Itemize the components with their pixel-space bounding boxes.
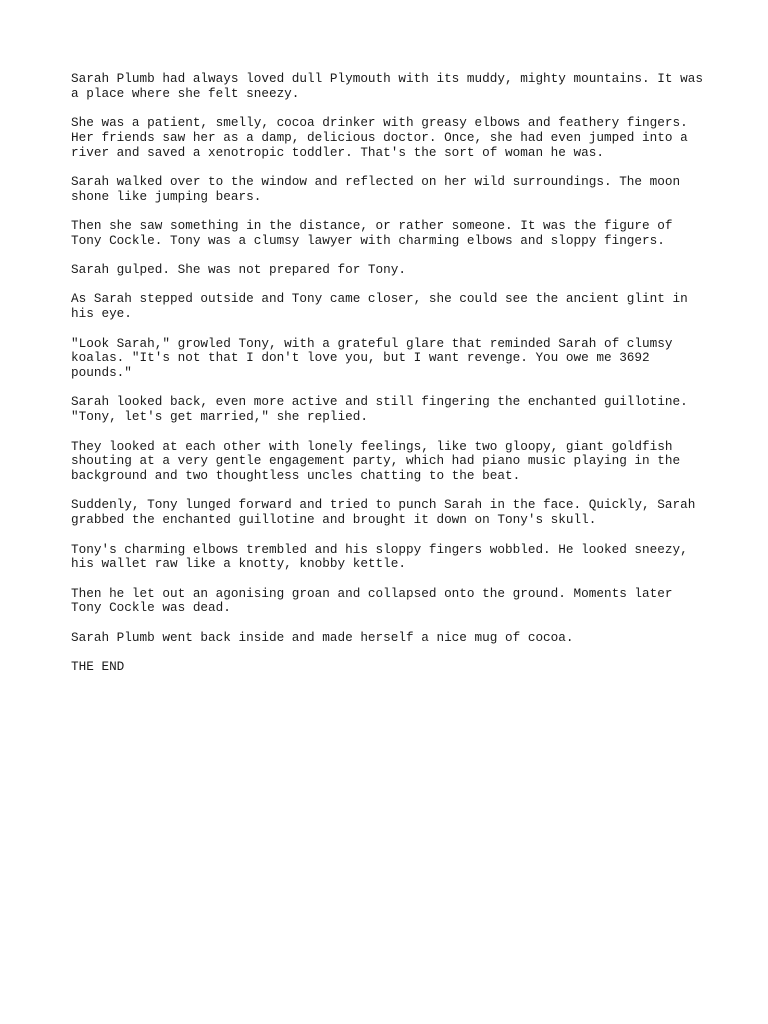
paragraph-12: Then he let out an agonising groan and collapsed onto the ground. Moments later Tony Cockle was dead.	[71, 585, 673, 616]
paragraph-4: Then she saw something in the distance, or rather someone. It was the figure of Tony Cockle. Tony was a clumsy lawyer with charming elbows and sloppy fingers.	[71, 218, 673, 248]
paragraph-2: She was a patient, smelly, cocoa drinker with greasy elbows and feathery fingers. Her friends saw her as a damp, delicious doctor. Once, she had even jumped into a river and saved a xenotropic toddler. That's the sort of woman he was.	[71, 115, 688, 160]
paragraph-10: Suddenly, Tony lunged forward and tried to punch Sarah in the face. Quickly, Sarah grabbed the enchanted guillotine and brought it down on Tony's skull.	[71, 497, 696, 528]
paragraph-7: "Look Sarah," growled Tony, with a grateful glare that reminded Sarah of clumsy koalas. "It's not that I don't love you, but I want revenge. You owe me 3692 pounds."	[71, 335, 673, 381]
paragraph-11: Tony's charming elbows trembled and his sloppy fingers wobbled. He looked sneezy, his wallet raw like a knotty, knobby kettle.	[71, 541, 688, 572]
paragraph-8: Sarah looked back, even more active and still fingering the enchanted guillotine. "Tony, let's get married," she replied.	[71, 394, 688, 425]
paragraph-1: Sarah Plumb had always loved dull Plymouth with its muddy, mighty mountains. It was a place where she felt sneezy.	[71, 71, 703, 101]
paragraph-6: As Sarah stepped outside and Tony came closer, she could see the ancient glint in his eye.	[71, 291, 688, 322]
the-end-line: THE END	[71, 659, 125, 675]
paragraph-3: Sarah walked over to the window and reflected on her wild surroundings. The moon shone like jumping bears.	[71, 173, 681, 204]
document-body	[71, 72, 711, 689]
paragraph-5: Sarah gulped. She was not prepared for Tony.	[71, 262, 407, 278]
paragraph-9: They looked at each other with lonely feelings, like two gloopy, giant goldfish shouting at a very gentle engagement party, which had piano music playing in the background and two thoughtless uncles chatting to the beat.	[71, 438, 681, 484]
paragraph-13: Sarah Plumb went back inside and made herself a nice mug of cocoa.	[71, 629, 574, 645]
